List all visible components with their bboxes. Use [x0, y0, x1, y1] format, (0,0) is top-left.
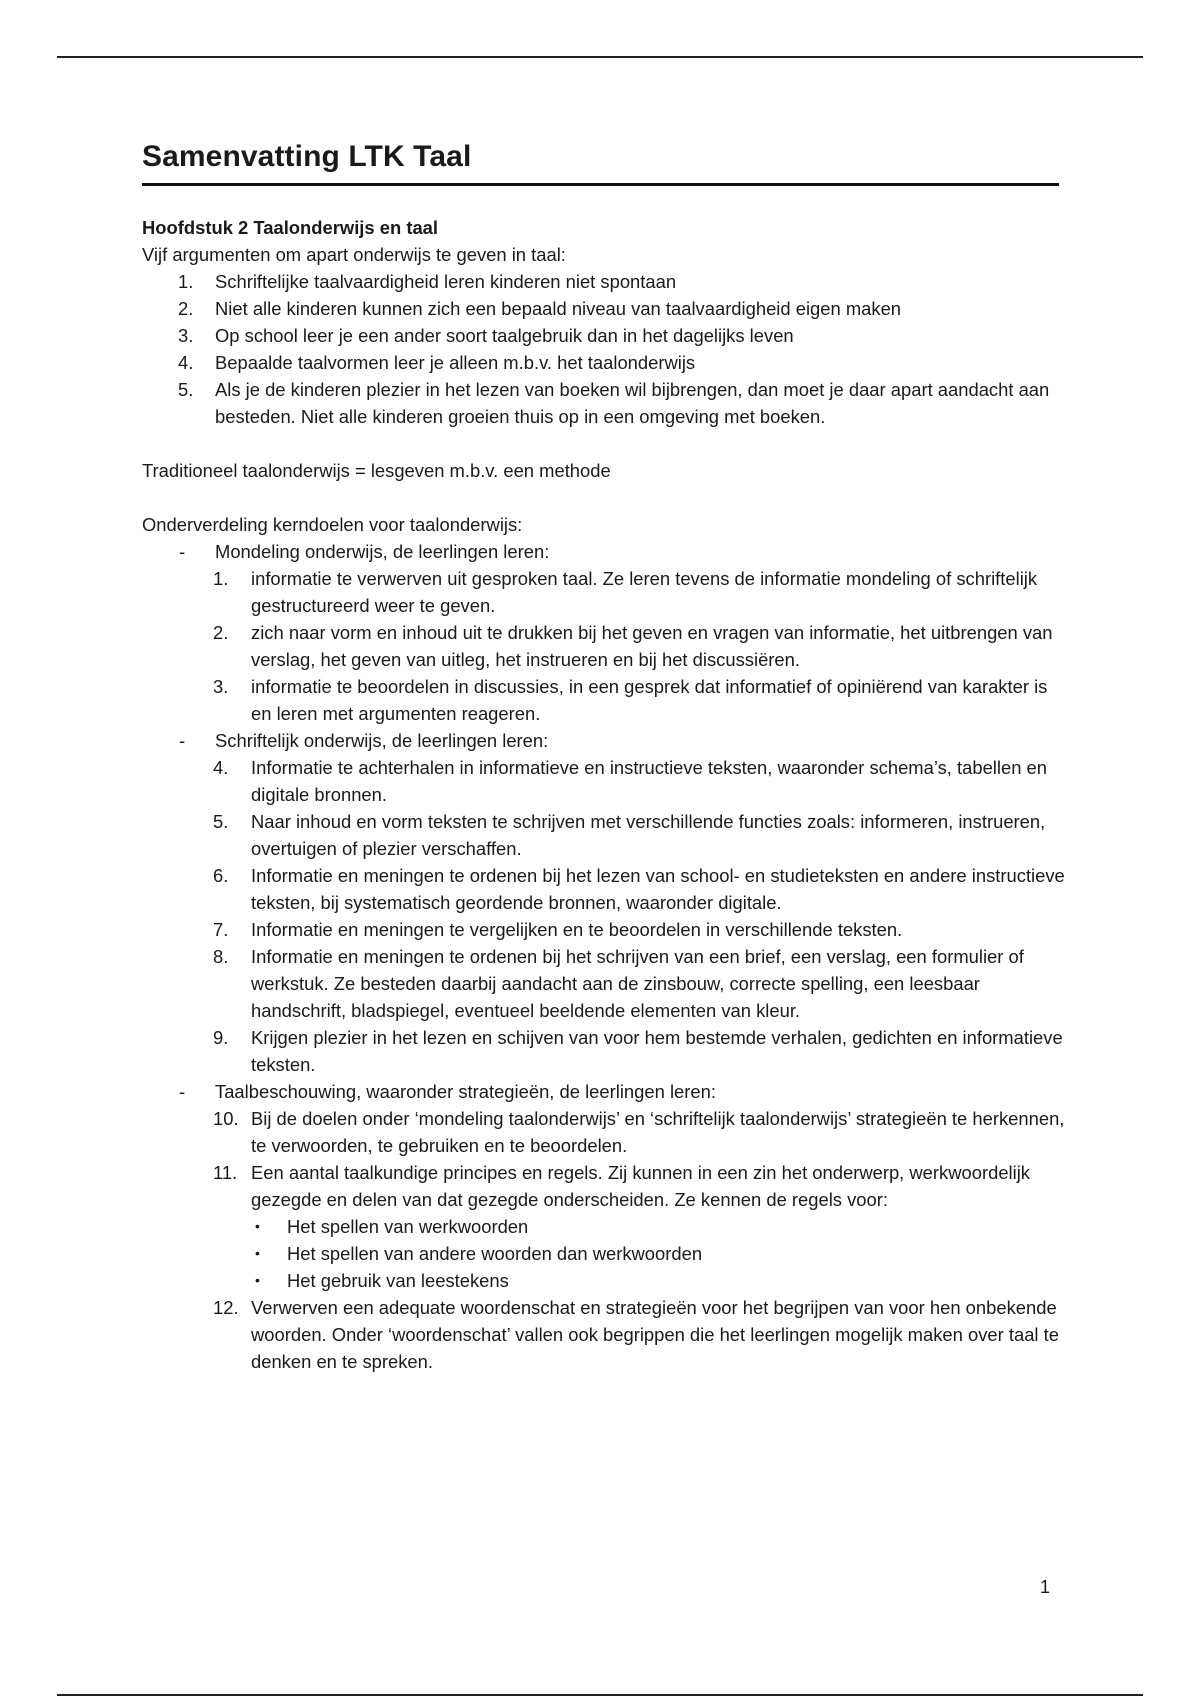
list-item [142, 673, 1067, 727]
list-item [142, 322, 1067, 349]
page-bottom-rule [57, 1694, 1143, 1696]
group-label: Taalbeschouwing, waaronder strategieën, de leerlingen leren: [215, 1081, 716, 1102]
dash-marker: - [179, 1081, 186, 1102]
list-item [142, 916, 1067, 943]
list-item [142, 754, 1067, 808]
list-text: informatie te verwerven uit gesproken taal. Ze leren tevens de informatie mondeling of schriftelijk gestructureerd weer te geven. [251, 568, 1038, 616]
list-item [142, 619, 1067, 673]
list-item [142, 1024, 1067, 1078]
list-number: 5. [213, 811, 229, 832]
bullet-text: Het spellen van andere woorden dan werkwoorden [287, 1243, 703, 1264]
list-item [142, 376, 1067, 430]
list-number: 3. [178, 325, 194, 346]
dash-marker: - [179, 730, 186, 751]
list-text: zich naar vorm en inhoud uit te drukken bij het geven en vragen van informatie, het uitbrengen van verslag, het geven van uitleg, het instrueren en bij het discussiëren. [251, 622, 1053, 670]
list-item [142, 862, 1067, 916]
list-text: Naar inhoud en vorm teksten te schrijven met verschillende functies zoals: informeren, instrueren, overtuigen of plezier verschaffen. [251, 811, 1046, 859]
list-item [142, 565, 1067, 619]
chapter-heading: Hoofdstuk 2 Taalonderwijs en taal [142, 217, 439, 238]
list-item [142, 349, 1067, 376]
dash-marker: - [179, 541, 186, 562]
list-number: 12. [213, 1297, 239, 1318]
goal-list [215, 754, 1067, 1078]
bullet-marker: • [255, 1218, 260, 1234]
list-number: 6. [213, 865, 229, 886]
group-schriftelijk [142, 727, 1067, 1078]
list-number: 1. [178, 271, 194, 292]
bullet-marker: • [255, 1272, 260, 1288]
list-text: Informatie en meningen te ordenen bij het schrijven van een brief, een verslag, een formulier of werkstuk. Ze besteden daarbij aandacht aan de zinsbouw, correcte spelling, een leesbaar handschrift, bladspiegel, eventueel beeldende elementen van kleur. [251, 946, 1024, 1021]
list-number: 5. [178, 379, 194, 400]
arguments-intro: Vijf argumenten om apart onderwijs te geven in taal: [142, 244, 566, 265]
list-text: Informatie en meningen te ordenen bij het lezen van school- en studieteksten en andere instructieve teksten, bij systematisch geordende bronnen, waaronder digitale. [251, 865, 1065, 913]
list-item [142, 943, 1067, 1024]
document-title: Samenvatting LTK Taal [142, 140, 472, 173]
kerndoelen-intro: Onderverdeling kerndoelen voor taalonderwijs: [142, 514, 523, 535]
page-top-rule [57, 56, 1143, 58]
goal-list [215, 1105, 1067, 1375]
list-number: 11. [213, 1162, 238, 1183]
list-text: Als je de kinderen plezier in het lezen van boeken wil bijbrengen, dan moet je daar apart aandacht aan besteden. Niet alle kinderen groeien thuis op in een omgeving met boeken. [215, 379, 1050, 427]
bullet-text: Het spellen van werkwoorden [287, 1216, 529, 1237]
bullet-item [251, 1267, 1067, 1294]
list-item [142, 1105, 1067, 1159]
group-label: Mondeling onderwijs, de leerlingen leren: [215, 541, 550, 562]
list-text: Informatie en meningen te vergelijken en te beoordelen in verschillende teksten. [251, 919, 903, 940]
bullet-item [251, 1240, 1067, 1267]
list-number: 7. [213, 919, 229, 940]
group-taalbeschouwing [142, 1078, 1067, 1375]
list-number: 3. [213, 676, 229, 697]
list-number: 2. [178, 298, 194, 319]
list-text: Schriftelijke taalvaardigheid leren kinderen niet spontaan [215, 271, 677, 292]
list-text: Op school leer je een ander soort taalgebruik dan in het dagelijks leven [215, 325, 794, 346]
list-item [142, 1159, 1067, 1294]
document-body [142, 214, 1067, 1375]
page-number: 1 [1040, 1577, 1051, 1597]
list-number: 4. [213, 757, 229, 778]
group-mondeling [142, 538, 1067, 727]
bullet-text: Het gebruik van leestekens [287, 1270, 509, 1291]
paragraph-spacer [142, 484, 1067, 511]
list-item [142, 808, 1067, 862]
kerndoelen-groups [142, 538, 1067, 1375]
paragraph-spacer [142, 430, 1067, 457]
list-number: 8. [213, 946, 229, 967]
list-item [142, 295, 1067, 322]
title-underline [142, 183, 1059, 186]
bullet-marker: • [255, 1245, 260, 1261]
list-text: Informatie te achterhalen in informatieve en instructieve teksten, waaronder schema’s, tabellen en digitale bronnen. [251, 757, 1048, 805]
list-text: Krijgen plezier in het lezen en schijven van voor hem bestemde verhalen, gedichten en informatieve teksten. [251, 1027, 1063, 1075]
list-number: 10. [213, 1108, 239, 1129]
rules-list [251, 1213, 1067, 1294]
list-item [142, 268, 1067, 295]
list-text: Een aantal taalkundige principes en regels. Zij kunnen in een zin het onderwerp, werkwoordelijk gezegde en delen van dat gezegde onderscheiden. Ze kennen de regels voor: [251, 1162, 1030, 1210]
list-number: 2. [213, 622, 229, 643]
arguments-list [142, 268, 1067, 430]
list-text: informatie te beoordelen in discussies, in een gesprek dat informatief of opiniërend van karakter is en leren met argumenten reageren. [251, 676, 1048, 724]
group-label: Schriftelijk onderwijs, de leerlingen leren: [215, 730, 549, 751]
list-number: 4. [178, 352, 194, 373]
list-number: 9. [213, 1027, 229, 1048]
list-text: Niet alle kinderen kunnen zich een bepaald niveau van taalvaardigheid eigen maken [215, 298, 902, 319]
list-text: Verwerven een adequate woordenschat en strategieën voor het begrijpen van voor hen onbekende woorden. Onder ‘woordenschat’ vallen ook begrippen die het leerlingen mogelijk maken over taal te denken en te spreken. [251, 1297, 1059, 1372]
list-text: Bepaalde taalvormen leer je alleen m.b.v. het taalonderwijs [215, 352, 696, 373]
definition-line: Traditioneel taalonderwijs = lesgeven m.b.v. een methode [142, 460, 611, 481]
bullet-item [251, 1213, 1067, 1240]
goal-list [215, 565, 1067, 727]
list-text: Bij de doelen onder ‘mondeling taalonderwijs’ en ‘schriftelijk taalonderwijs’ strategieën te herkennen, te verwoorden, te gebruiken en te beoordelen. [251, 1108, 1065, 1156]
list-number: 1. [213, 568, 229, 589]
list-item [142, 1294, 1067, 1375]
